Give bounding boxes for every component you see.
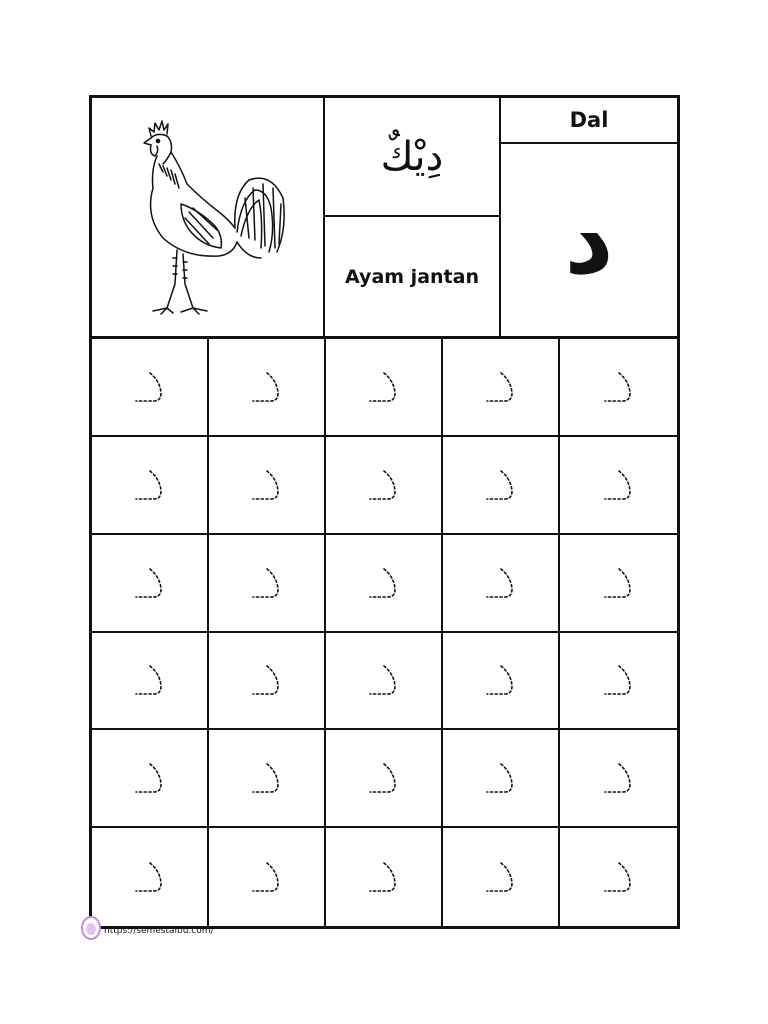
dotted-dal-icon: [599, 756, 639, 800]
dotted-dal-icon: [364, 561, 404, 605]
dotted-dal-icon: [481, 365, 521, 409]
tracing-cell[interactable]: [443, 828, 560, 926]
tracing-cell[interactable]: [326, 339, 443, 437]
tracing-cell[interactable]: [560, 828, 677, 926]
dotted-dal-icon: [247, 561, 287, 605]
dotted-dal-icon: [364, 756, 404, 800]
dotted-dal-icon: [599, 561, 639, 605]
word-meaning: Ayam jantan: [345, 265, 479, 288]
letter-name-cell: [501, 98, 677, 144]
tracing-cell[interactable]: [443, 535, 560, 633]
tracing-cell[interactable]: [560, 633, 677, 731]
dotted-dal-icon: [481, 855, 521, 899]
dotted-dal-icon: [130, 756, 170, 800]
dotted-dal-icon: [364, 463, 404, 507]
egg-logo-icon: [80, 914, 102, 940]
dotted-dal-icon: [364, 855, 404, 899]
tracing-cell[interactable]: [560, 339, 677, 437]
tracing-cell[interactable]: [209, 828, 326, 926]
tracing-cell[interactable]: [326, 828, 443, 926]
tracing-cell[interactable]: [326, 437, 443, 535]
tracing-cell[interactable]: [443, 437, 560, 535]
dotted-dal-icon: [481, 658, 521, 702]
dotted-dal-icon: [130, 463, 170, 507]
dotted-dal-icon: [599, 855, 639, 899]
tracing-cell[interactable]: [443, 730, 560, 828]
worksheet-header: [92, 98, 677, 339]
dotted-dal-icon: [364, 365, 404, 409]
tracing-cell[interactable]: [560, 730, 677, 828]
tracing-cell[interactable]: [443, 339, 560, 437]
letter-name: Dal: [569, 108, 609, 132]
dotted-dal-icon: [130, 855, 170, 899]
tracing-cell[interactable]: [209, 535, 326, 633]
tracing-cell[interactable]: [560, 437, 677, 535]
big-letter: د: [564, 184, 614, 296]
letter-cell: [501, 144, 677, 336]
worksheet: [89, 95, 680, 929]
dotted-dal-icon: [247, 756, 287, 800]
tracing-cell[interactable]: [92, 437, 209, 535]
tracing-cell[interactable]: [560, 535, 677, 633]
illustration-cell: [92, 98, 325, 336]
tracing-cell[interactable]: [443, 633, 560, 731]
tracing-cell[interactable]: [92, 339, 209, 437]
arabic-word-cell: [325, 98, 501, 217]
tracing-cell[interactable]: [92, 633, 209, 731]
dotted-dal-icon: [130, 658, 170, 702]
dotted-dal-icon: [599, 365, 639, 409]
tracing-cell[interactable]: [209, 437, 326, 535]
source-url[interactable]: https://semestaibu.com/: [104, 926, 214, 936]
dotted-dal-icon: [364, 658, 404, 702]
dotted-dal-icon: [481, 561, 521, 605]
dotted-dal-icon: [481, 756, 521, 800]
footer: [80, 912, 214, 942]
tracing-cell[interactable]: [92, 535, 209, 633]
dotted-dal-icon: [481, 463, 521, 507]
meaning-cell: [325, 217, 501, 336]
dotted-dal-icon: [247, 365, 287, 409]
dotted-dal-icon: [130, 561, 170, 605]
tracing-cell[interactable]: [92, 730, 209, 828]
tracing-cell[interactable]: [326, 730, 443, 828]
tracing-cell[interactable]: [209, 633, 326, 731]
tracing-cell[interactable]: [209, 730, 326, 828]
dotted-dal-icon: [130, 365, 170, 409]
tracing-cell[interactable]: [326, 633, 443, 731]
tracing-grid: [92, 339, 677, 926]
arabic-word: دِيْكٌ: [380, 133, 444, 180]
tracing-cell[interactable]: [209, 339, 326, 437]
dotted-dal-icon: [247, 658, 287, 702]
dotted-dal-icon: [599, 463, 639, 507]
dotted-dal-icon: [599, 658, 639, 702]
tracing-cell[interactable]: [326, 535, 443, 633]
dotted-dal-icon: [247, 855, 287, 899]
dotted-dal-icon: [247, 463, 287, 507]
rooster-icon: [137, 108, 287, 323]
